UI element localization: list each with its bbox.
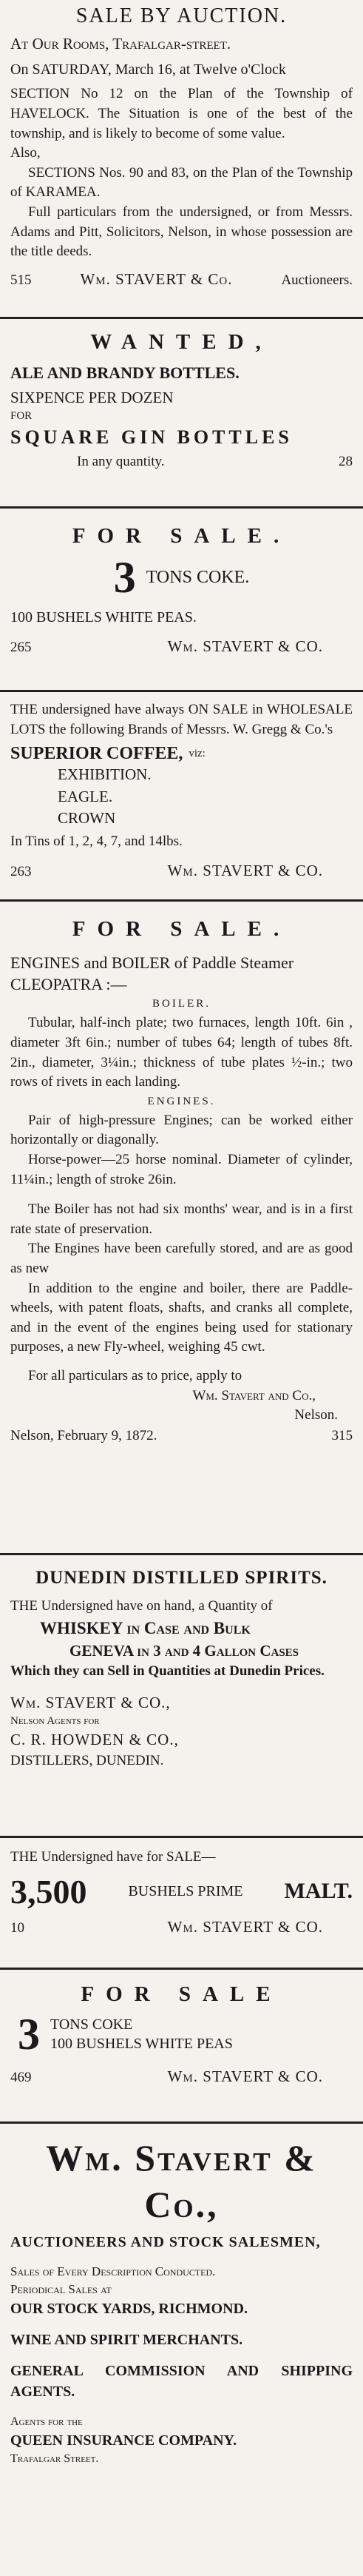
engines-town: Nelson. — [294, 1407, 338, 1423]
engines-text-1: Pair of high-pressure Engines; can be worked either horizontally or diagonally. — [10, 1112, 353, 1148]
coke-big-number: 3 — [113, 553, 136, 603]
spirits-whiskey: WHISKEY in Case and Bulk — [40, 1618, 251, 1637]
wanted-line-4: SQUARE GIN BOTTLES — [10, 426, 293, 449]
firm-name: Wm. Stavert & Co., — [46, 2137, 317, 2225]
engines-footer — [10, 1426, 353, 1447]
engines-price: For all particulars as to price, apply to — [28, 1367, 242, 1383]
coffee-brand-item: EAGLE. — [58, 787, 113, 805]
auction-lot-1: SECTION No 12 on the Plan of the Township of HAVELOCK. The Situation is one of the best of the township, and is likely to become of some value. — [10, 86, 353, 141]
spirits-title: DUNEDIN DISTILLED SPIRITS. — [35, 1568, 328, 1588]
wanted-line-1: ALE AND BRANDY BOTTLES. — [10, 363, 240, 383]
coke2-peas: 100 BUSHELS WHITE PEAS — [50, 2036, 233, 2053]
engines-firm: Wm. Stavert and Co., — [192, 1387, 316, 1403]
firm-insurance: QUEEN INSURANCE COMPANY. — [10, 2432, 237, 2449]
spirits-firm: Wm. STAVERT & CO., — [10, 1694, 171, 1712]
wanted-title: WANTED, — [90, 330, 273, 354]
firm-sales: Sales of Every Description Conducted. — [10, 2264, 216, 2278]
malt-quantity: 3,500 — [10, 1872, 87, 1911]
engines-para-2: The Engines have been carefully stored, and are as good as new — [10, 1241, 353, 1276]
malt-firm: Wm. STAVERT & CO. — [167, 1917, 323, 1936]
coffee-advert — [0, 696, 363, 899]
malt-quantity-row — [10, 1872, 353, 1911]
coke-title: FOR SALE. — [72, 524, 291, 548]
auction-date: On SATURDAY, March 16, at Twelve o'Clock — [10, 61, 286, 78]
engines-advert — [0, 905, 363, 1549]
divider — [0, 1968, 363, 1970]
divider — [0, 690, 363, 692]
coke-tons: TONS COKE. — [146, 567, 250, 587]
engines-para-3: In addition to the engine and boiler, there are Paddle-wheels, with patent floats, shafts, and cranks all complete, and in the event of the engines being used for stationary purposes, a new Fly-wheel, weighing 45 cwt. — [10, 1280, 353, 1355]
spirits-agents: Nelson Agents for — [10, 1715, 100, 1728]
coffee-brand-item: EXHIBITION. — [58, 765, 152, 784]
malt-bushels: BUSHELS PRIME — [128, 1882, 243, 1899]
engines-lead: ENGINES and BOILER of Paddle Steamer CLEOPATRA :— — [10, 953, 294, 993]
engines-number: 315 — [331, 1427, 353, 1443]
engines-boiler-text: Tubular, half-inch plate; two furnaces, length 10ft. 6in , diameter 3ft 6in.; number of tubes 64; length of tubes 8ft. 2in., diameter, 3¼in.; thickness of tube plates ½-in.; two rows of rivets in each landing. — [10, 1015, 353, 1090]
auction-signature — [10, 268, 353, 292]
firm-street: Trafalgar Street. — [10, 2452, 99, 2465]
coffee-brand-row — [10, 744, 353, 764]
wanted-line-3: FOR — [10, 410, 33, 423]
coke-number: 265 — [10, 640, 32, 656]
coke2-tons: TONS COKE — [50, 2016, 133, 2033]
coke-peas: 100 BUSHELS WHITE PEAS. — [10, 609, 197, 626]
engines-title: FOR SALE. — [72, 917, 291, 941]
coke-signature — [10, 635, 353, 659]
divider — [0, 317, 363, 319]
wanted-footer — [10, 452, 353, 473]
malt-number: 10 — [10, 1919, 24, 1936]
coffee-brand: SUPERIOR COFFEE, — [10, 744, 183, 764]
engines-text-2: Horse-power—25 horse nominal. Diameter of cylinder, 11¼in.; length of stroke 26in. — [10, 1152, 353, 1187]
spirits-geneva: GENEVA in 3 and 4 Gallon Cases — [69, 1642, 299, 1660]
malt-malt: MALT. — [284, 1879, 353, 1904]
firm-yards: OUR STOCK YARDS, RICHMOND. — [10, 2300, 248, 2317]
auction-title: SALE BY AUCTION. — [75, 4, 288, 27]
spirits-agent-firm: C. R. HOWDEN & CO., — [10, 1731, 179, 1749]
coke-quantity — [10, 553, 353, 603]
coffee-firm: Wm. STAVERT & CO. — [167, 861, 323, 879]
divider — [0, 899, 363, 902]
auction-lot-2: SECTIONS Nos. 90 and 83, on the Plan of the Township of KARAMEA. — [10, 164, 353, 201]
wanted-line-2: SIXPENCE PER DOZEN — [10, 388, 174, 406]
coke2-title: FOR SALE — [81, 1982, 282, 2006]
divider — [0, 1553, 363, 1555]
spirits-advert — [0, 1559, 363, 1837]
spirits-which: Which they can Sell in Quantities at Dunedin Prices. — [10, 1663, 325, 1680]
auction-role: Auctioneers. — [281, 272, 353, 288]
coke2-advert — [0, 1973, 363, 2121]
malt-advert — [0, 1842, 363, 1968]
auction-firm: Wm. STAVERT & Co. — [80, 269, 233, 288]
coke-advert — [0, 512, 363, 690]
malt-signature — [10, 1916, 353, 1939]
coke2-items — [50, 2015, 233, 2053]
coffee-number: 263 — [10, 863, 32, 879]
engines-para-1: The Boiler has not had six months' wear, and is in a first rate state of preservation. — [10, 1201, 353, 1237]
spirits-intro: THE Undersigned have on hand, a Quantity of — [10, 1598, 273, 1614]
coffee-brand-list — [58, 764, 353, 829]
coffee-tins: In Tins of 1, 2, 4, 7, and 14lbs. — [10, 833, 183, 850]
spirits-agent-town: DISTILLERS, DUNEDIN. — [10, 1752, 164, 1768]
coffee-brand-item: CROWN — [58, 808, 116, 827]
coffee-intro: THE undersigned have always ON SALE in WHOLESALE LOTS the following Brands of Messrs. W. Gregg & Co.'s — [10, 702, 353, 737]
engines-boiler-head: BOILER. — [152, 998, 211, 1010]
wanted-number: 28 — [339, 453, 353, 469]
auction-number: 515 — [10, 272, 32, 288]
coke-firm: Wm. STAVERT & CO. — [167, 637, 323, 656]
engines-engines-head: ENGINES. — [147, 1095, 216, 1107]
firm-general: GENERAL COMMISSION AND SHIPPING AGENTS. — [10, 2362, 353, 2400]
auction-also: Also, — [10, 145, 41, 161]
coke2-firm: Wm. STAVERT & CO. — [167, 2067, 323, 2086]
coke2-big-number: 3 — [18, 2010, 40, 2059]
engines-date: Nelson, February 9, 1872. — [10, 1427, 157, 1443]
firm-agents-for: Agents for the — [10, 2415, 83, 2428]
coke2-quantity — [10, 2010, 353, 2059]
coffee-viz: viz: — [189, 748, 206, 760]
divider — [0, 1836, 363, 1838]
auction-particulars: Full particulars from the undersigned, or from Messrs. Adams and Pitt, Solicitors, Nelson, in whose possession are the title deeds. — [10, 204, 353, 260]
divider — [0, 2121, 363, 2124]
malt-intro: THE Undersigned have for SALE— — [10, 1849, 216, 1865]
firm-periodical: Periodical Sales at — [10, 2281, 112, 2296]
auction-location: At Our Rooms, Trafalgar-street. — [10, 35, 231, 53]
firm-card — [0, 2127, 363, 2572]
wanted-advert — [0, 323, 363, 508]
coke2-number: 469 — [10, 2070, 32, 2086]
firm-trade: AUCTIONEERS AND STOCK SALESMEN, — [10, 2234, 321, 2250]
firm-wine: WINE AND SPIRIT MERCHANTS. — [10, 2331, 243, 2348]
auction-advert — [0, 0, 363, 315]
coffee-signature — [10, 859, 353, 883]
wanted-line-5: In any quantity. — [77, 453, 165, 469]
coke2-signature — [10, 2065, 353, 2089]
divider — [0, 506, 363, 509]
